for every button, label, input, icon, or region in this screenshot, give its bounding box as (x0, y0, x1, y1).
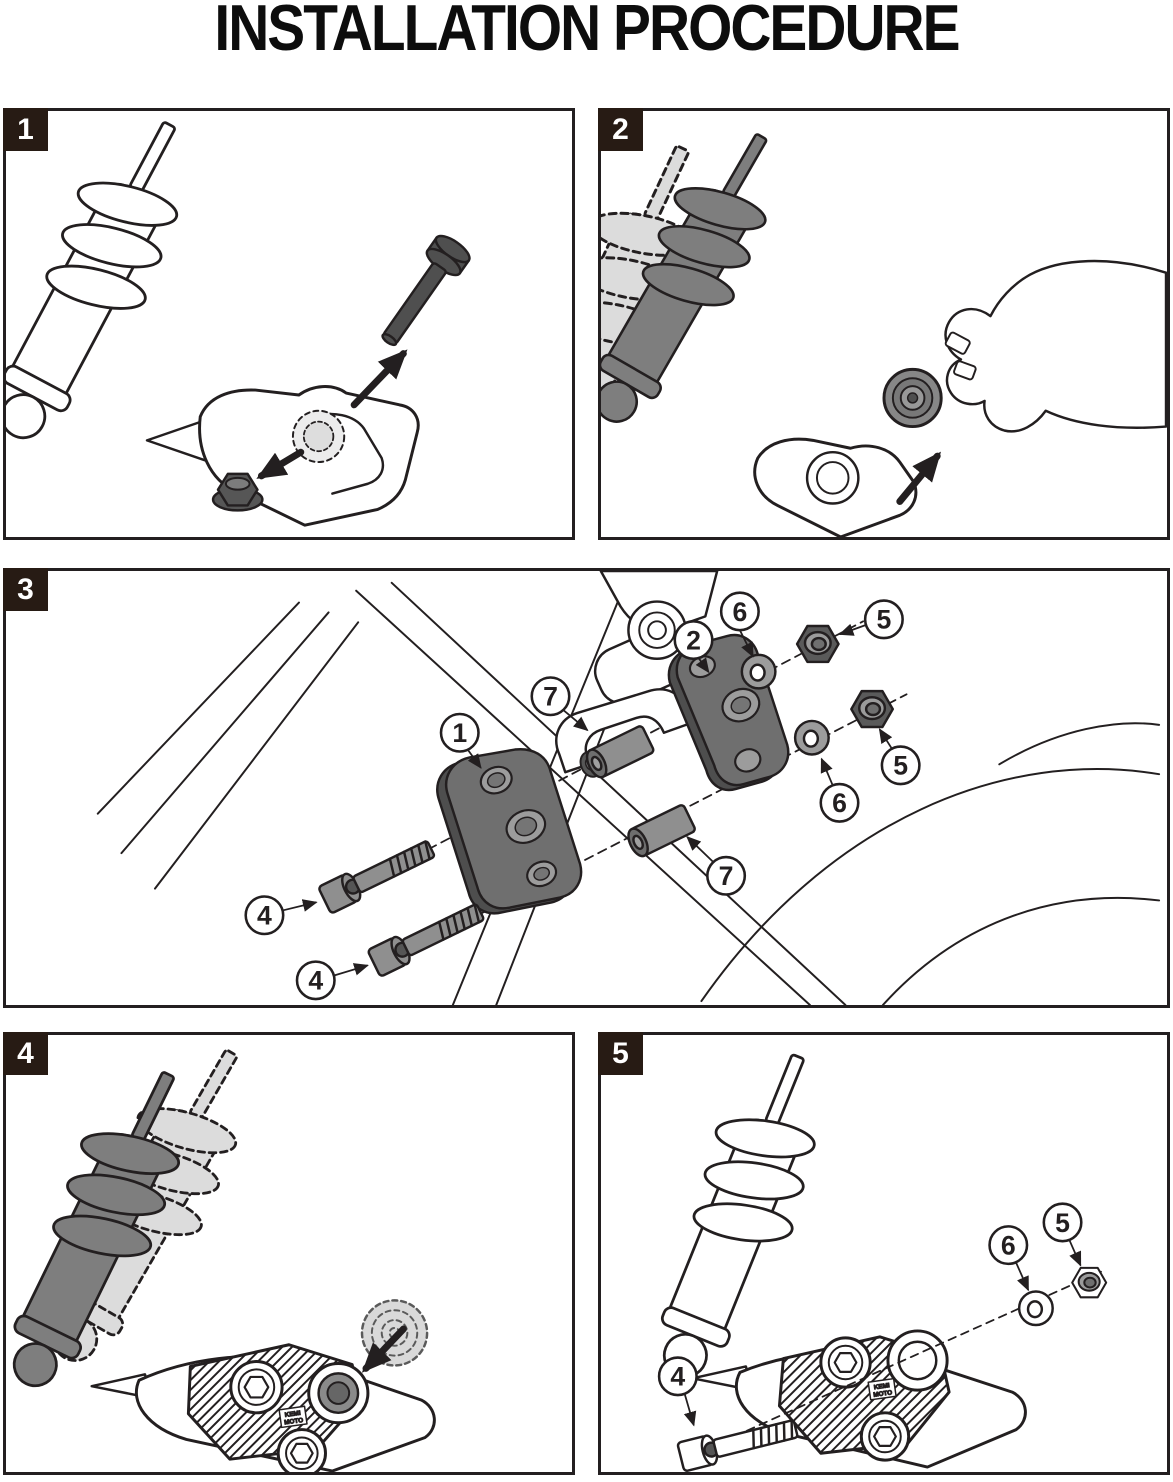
step-3-badge (3, 568, 48, 611)
svg-text:MOTO: MOTO (872, 1389, 893, 1399)
page-title: INSTALLATION PROCEDURE (214, 0, 959, 65)
spacer-bottom (625, 804, 696, 859)
callout-5 (882, 747, 919, 784)
socket-bolt (677, 1414, 799, 1471)
socket-bolt-head (231, 1362, 282, 1413)
step-1-illustration (6, 111, 572, 537)
svg-text:6: 6 (832, 788, 847, 819)
callout-7 (707, 857, 744, 894)
svg-text:7: 7 (543, 681, 558, 712)
svg-text:2: 2 (686, 625, 701, 656)
hex-nut (1072, 1268, 1106, 1297)
shock-absorber (622, 1037, 857, 1396)
lower-mount-bracket (147, 387, 418, 526)
step-4-illustration (6, 1035, 572, 1472)
step-number: 4 (17, 1036, 34, 1070)
socket-bolt-head (278, 1430, 325, 1472)
step-5-panel (598, 1032, 1170, 1475)
shock-absorber (6, 111, 227, 462)
step-number: 1 (17, 112, 34, 146)
step-1-badge (3, 108, 48, 151)
step-2-panel (598, 108, 1170, 540)
svg-text:MOTO: MOTO (283, 1416, 304, 1427)
callout-6 (821, 784, 858, 821)
step-3-panel (3, 568, 1170, 1008)
bracket-plate-1 (437, 749, 581, 913)
step-5-badge (598, 1032, 643, 1075)
step-4-panel (3, 1032, 575, 1475)
hand (945, 261, 1166, 431)
callout-4 (297, 962, 334, 999)
svg-text:1: 1 (452, 718, 468, 749)
ghost-eyelet-rings (362, 1300, 427, 1365)
svg-text:5: 5 (1055, 1207, 1070, 1238)
callout-4 (659, 1358, 696, 1395)
step-1-panel (3, 108, 575, 540)
shock-eyelet (884, 369, 941, 426)
mount-bracket (755, 439, 916, 537)
step-4-badge (3, 1032, 48, 1075)
washer (1019, 1291, 1053, 1325)
step-5-illustration (601, 1035, 1167, 1472)
step-number: 5 (612, 1036, 629, 1070)
svg-text:KEMI: KEMI (873, 1382, 891, 1392)
callout-6 (721, 593, 758, 630)
svg-text:7: 7 (718, 861, 734, 892)
socket-bolt-head (861, 1413, 908, 1460)
svg-text:5: 5 (876, 604, 892, 635)
step-3-exploded-view (6, 571, 1167, 1005)
mounting-bolt (371, 231, 473, 353)
brand-logo (279, 1406, 307, 1427)
callout-1 (441, 714, 478, 751)
step-number: 2 (612, 112, 629, 146)
callout-5 (1044, 1204, 1081, 1241)
washer (742, 655, 776, 689)
brand-logo (868, 1379, 896, 1400)
step-number: 3 (17, 572, 34, 606)
callout-5 (865, 601, 902, 638)
callout-4 (246, 897, 283, 934)
bolt-removal-arrow (354, 354, 403, 405)
svg-text:KEMI: KEMI (284, 1409, 302, 1419)
socket-bolt (318, 835, 437, 913)
svg-text:4: 4 (670, 1361, 686, 1392)
callout-7 (532, 678, 569, 715)
hex-nut (797, 626, 838, 662)
svg-text:4: 4 (257, 900, 272, 931)
svg-text:6: 6 (732, 596, 748, 627)
svg-text:5: 5 (893, 750, 909, 781)
svg-text:4: 4 (308, 965, 324, 996)
socket-bolt-head (821, 1338, 870, 1387)
callout-2 (675, 621, 712, 658)
washer (795, 721, 829, 755)
svg-text:6: 6 (1000, 1230, 1016, 1261)
hex-nut (851, 691, 892, 727)
step-2-illustration (601, 111, 1167, 537)
callout-6 (990, 1226, 1027, 1263)
step-2-badge (598, 108, 643, 151)
